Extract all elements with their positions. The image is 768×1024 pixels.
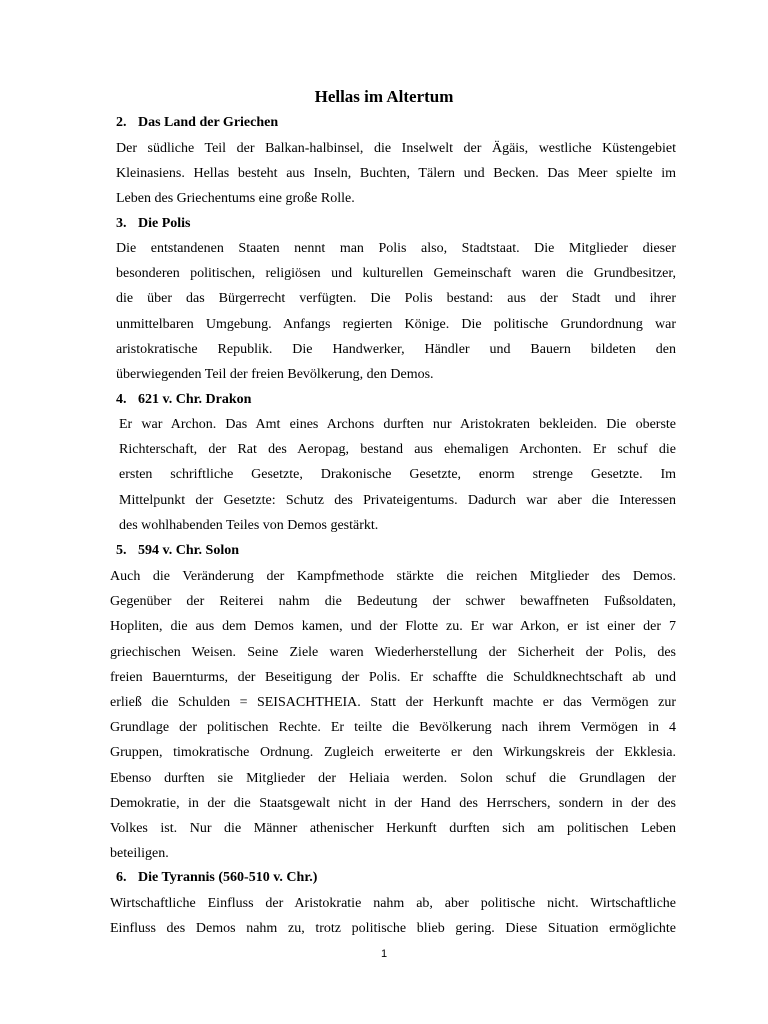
section-number: 3. bbox=[116, 216, 127, 231]
paragraph-line: besonderen politischen, religiösen und kulturellen Gemeinschaft waren die Grundbesitzer, bbox=[116, 266, 676, 282]
paragraph-line: Einfluss des Demos nahm zu, trotz politische blieb gering. Diese Situation ermöglichte bbox=[110, 921, 676, 937]
paragraph-line: überwiegenden Teil der freien Bevölkerung, den Demos. bbox=[116, 366, 434, 382]
paragraph-line: Er war Archon. Das Amt eines Archons durften nur Aristokraten bekleiden. Die oberste bbox=[119, 417, 676, 432]
paragraph-line: Hopliten, die aus dem Demos kamen, und der Flotte zu. Er war Arkon, er ist einer der 7 bbox=[110, 619, 676, 635]
section-heading-5 bbox=[116, 542, 239, 560]
paragraph-line: des wohlhabenden Teiles von Demos gestärkt. bbox=[119, 517, 379, 533]
paragraph-line: Die entstandenen Staaten nennt man Polis also, Stadtstaat. Die Mitglieder dieser bbox=[116, 241, 676, 256]
section-2-paragraph bbox=[116, 136, 676, 212]
paragraph-line: unmittelbaren Umgebung. Anfangs regierten Könige. Die politische Grundordnung war bbox=[116, 316, 676, 332]
paragraph-line: Wirtschaftliche Einfluss der Aristokratie nahm ab, aber politische nicht. Wirtschaftliche bbox=[110, 896, 676, 911]
section-5-paragraph bbox=[110, 564, 676, 866]
paragraph-line: Volkes ist. Nur die Männer athenischer Herkunft durften sich am politischen Leben bbox=[110, 820, 676, 836]
paragraph-line: Der südliche Teil der Balkan-halbinsel, die Inselwelt der Ägäis, westliche Küstengebiet bbox=[116, 141, 676, 156]
section-number: 5. bbox=[116, 543, 127, 558]
paragraph-line: aristokratische Republik. Die Handwerker, Händler und Bauern bildeten den bbox=[116, 341, 676, 357]
paragraph-line: Gruppen, timokratische Ordnung. Zugleich erweiterte er den Wirkungskreis der Ekklesia. bbox=[110, 745, 676, 761]
paragraph-line: griechischen Weisen. Seine Ziele waren Wiederherstellung der Sicherheit der Polis, des bbox=[110, 644, 676, 660]
section-title: 594 v. Chr. Solon bbox=[138, 543, 240, 558]
section-title: Die Tyrannis (560-510 v. Chr.) bbox=[138, 870, 318, 885]
paragraph-line: Gegenüber der Reiterei nahm die Bedeutung der schwer bewaffneten Fußsoldaten, bbox=[110, 594, 676, 610]
section-title: 621 v. Chr. Drakon bbox=[138, 392, 252, 407]
paragraph-line: beteiligen. bbox=[110, 846, 169, 862]
section-heading-3 bbox=[116, 215, 191, 233]
section-number: 4. bbox=[116, 392, 127, 407]
page-number: 1 bbox=[380, 948, 388, 960]
paragraph-line: Mittelpunkt der Gesetzte: Schutz des Privateigentums. Dadurch war aber die Interessen bbox=[119, 492, 676, 508]
section-title: Die Polis bbox=[138, 216, 191, 231]
document-title: Hellas im Altertum bbox=[314, 87, 454, 106]
paragraph-line: erließ die Schulden = SEISACHTHEIA. Statt der Herkunft machte er das Vermögen zur bbox=[110, 694, 676, 710]
section-heading-4 bbox=[116, 391, 251, 409]
paragraph-line: Leben des Griechentums eine große Rolle. bbox=[116, 191, 355, 207]
paragraph-line: Ebenso durften sie Mitglieder der Heliaia werden. Solon schuf die Grundlagen der bbox=[110, 770, 676, 786]
paragraph-line: ersten schriftliche Gesetzte, Drakonische Gesetzte, enorm strenge Gesetzte. Im bbox=[119, 467, 676, 483]
paragraph-line: die über das Bürgerrecht verfügten. Die Polis bestand: aus der Stadt und ihrer bbox=[116, 291, 676, 307]
section-number: 6. bbox=[116, 870, 127, 885]
paragraph-line: Auch die Veränderung der Kampfmethode stärkte die reichen Mitglieder des Demos. bbox=[110, 569, 676, 584]
paragraph-line: freien Bauernturms, der Beseitigung der Polis. Er schaffte die Schuldknechtschaft ab und bbox=[110, 669, 676, 685]
paragraph-line: Grundlage der politischen Rechte. Er teilte die Bevölkerung nach ihrem Vermögen in 4 bbox=[110, 720, 676, 736]
paragraph-line: Demokratie, in der die Staatsgewalt nicht in der Hand des Herrschers, sondern in der des bbox=[110, 795, 676, 811]
paragraph-line: Richterschaft, der Rat des Aeropag, bestand aus ehemaligen Archonten. Er schuf die bbox=[119, 442, 676, 458]
section-6-paragraph bbox=[110, 891, 676, 941]
section-heading-2 bbox=[116, 114, 278, 132]
section-title: Das Land der Griechen bbox=[138, 115, 279, 130]
section-number: 2. bbox=[116, 115, 127, 130]
section-3-paragraph bbox=[116, 236, 676, 387]
paragraph-line: Kleinasiens. Hellas besteht aus Inseln, Buchten, Tälern und Becken. Das Meer spielte im bbox=[116, 166, 676, 182]
section-4-paragraph bbox=[119, 412, 676, 538]
section-heading-6 bbox=[116, 869, 317, 887]
